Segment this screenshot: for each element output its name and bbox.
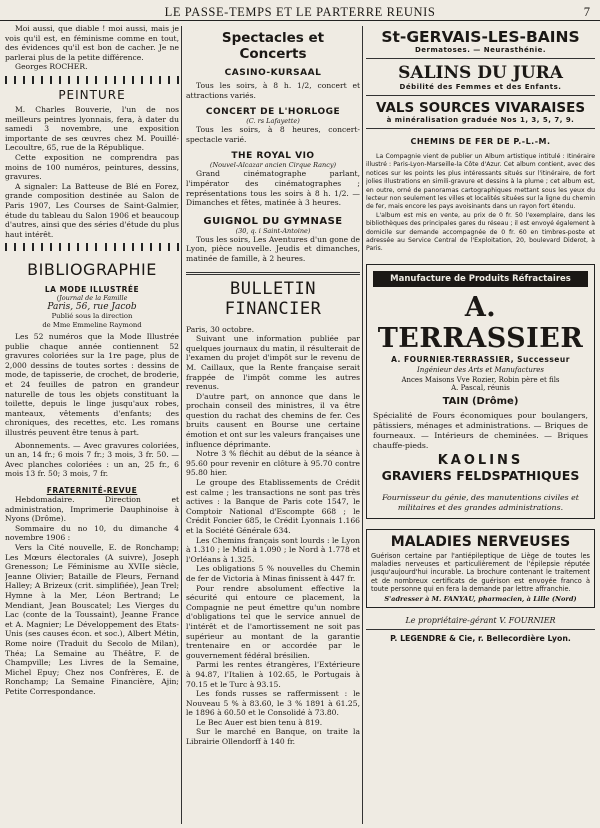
ad-text: Guérison certaine par l'antiépileptique de Liège de toutes les maladies nerveuses et particulièrement de l'épilepsie réputée jusqu'aujourd'hui incurable. La brochure contenant le traitement et de nombreux certificats de guérison est envoyée franco à toute personne qui en fera la demande par lettre affranchie. <box>371 551 590 594</box>
column-3 <box>366 24 595 828</box>
ad-text: Spécialité de Fours économiques pour boulangers, pâtissiers, ménages et administrations. — Briques de fourneaux. — Intérieurs de cheminées. — Briques chauffe-pieds. <box>373 410 588 450</box>
venue-title: GUIGNOL DU GYMNASE <box>203 215 343 227</box>
venue-text: Tous les soirs, à 8 h. 1/2, concert et attractions variés. <box>186 81 360 100</box>
article-paragraph: Pour rendre absolument effective la sécurité qui entoure ce placement, la Compagnie ne peut émettre qu'un nombre d'obligations tel que le service annuel de l'intérêt et de l'amortissement ne soit pas supérieur au montant de la garantie trentenaire en or accordée par le gouvernement fédéral brésilien. <box>186 583 360 660</box>
article-paragraph: Abonnements. — Avec gravures coloriées, un an, 14 fr.; 6 mois 7 fr.; 3 mois, 3 fr. 50. — Avec planches coloriées : un an, 25 fr., 6 mois 13 fr. 50; 3 mois, 7 fr. <box>5 440 179 479</box>
running-header <box>0 5 600 21</box>
venue-subtitle: (C. rs Lafayette) <box>246 117 300 126</box>
ornament-divider <box>5 75 179 85</box>
section-title-bibliographie: BIBLIOGRAPHIE <box>27 260 157 280</box>
article-paragraph: Moi aussi, que diable ! moi aussi, mais je vois qu'il est, en féminisme comme en tout, des évidences qu'il est bon de cacher. Je ne parlerai plus de la petite différence. <box>5 24 179 62</box>
maladies-ad <box>366 529 595 608</box>
ad-title: SALINS DU JURA <box>398 63 563 83</box>
venue-text: Grand cinématographe parlant, l'impérator des cinématographes ; représentations tous les soirs à 8 h. 1/2. — Dimanches et fêtes, matinée à 3 heures. <box>186 169 360 208</box>
ad-subtitle: Dermatoses. — Neurasthénie. <box>414 46 547 54</box>
page-number: 7 <box>583 5 590 19</box>
article-paragraph: Cette exposition ne comprendra pas moins de 100 numéros, peintures, dessins, gravures. <box>5 152 179 182</box>
article-paragraph: La Compagnie vient de publier un Album artistique intitulé : Itinéraire illustré : Paris-Lyon-Marseille-la Côte d'Azur. Cet album contient, avec des notices sur les points les plus intéressants situés sur l'itinéraire, de fort jolies illustrations en simili-gravure et dessins à la plume ; cet album est, en outre, orné de panoramas cartographiques mettant sous les yeux du lecteur non seulement les villes et localités situées sur la ligne du chemin de fer, mais encore les pays avoisinants dans un rayon fort étendu. <box>366 153 595 211</box>
article-paragraph: Vers la Cité nouvelle, E. de Ronchamp; Les Mœurs électorales (A suivre), Joseph Grenesson; Le Féminisme au XVIIe siècle, Jeanne Olivier; Bataille de Fleurs, Fernand Halley; A Brizeux (crit. simplifiée), Jean Trel; Hymne à la Mer, Léon Bertrand; Le Mendiant, Jean Bouscatel; Les Vierges du Lac (conte de la Toussaint), Jeanne France et A. Magnier; Le Développement des Etats-Unis (ses causes écon. et soc.), Albert Métin, Rome noire (Traduit du Secolo de Milan), Théa; La Semaine au Théâtre, F. de Champville; Les Livres de la Semaine, Michel Epuy; Chez nos Confrères, E. de Ronchamp; La Semaine Financière, Ajin; Petite Correspondance. <box>5 542 179 696</box>
author-signature: Georges ROCHER. <box>15 62 88 72</box>
ad-title: GRAVIERS FELDSPATHIQUES <box>381 467 580 483</box>
article-paragraph: Sur le marché en Banque, on traite la Librairie Ollendorff à 140 fr. <box>186 727 360 747</box>
ad-line: A. Pascal, réunis <box>451 383 510 392</box>
article-paragraph: Hebdomadaire. Direction et administration, Imprimerie Dauphinoise à Nyons (Drôme). <box>5 495 179 524</box>
ad-town: TAIN (Drôme) <box>442 395 519 407</box>
ad-engineer: Ingénieur des Arts et Manufactures <box>417 365 544 374</box>
venue-subtitle: (Nouvel-Alcazar ancien Cirque Rancy) <box>209 161 337 170</box>
ornament-divider <box>5 242 179 252</box>
article-paragraph: Parmi les rentes étrangères, l'Extérieure à 94.87, l'Italien à 102.65, le Portugais à 70.15 et le Turc à 93.15. <box>186 660 360 689</box>
ad-successor: A. FOURNIER-TERRASSIER, Successeur <box>391 354 570 364</box>
venue-text: Tous les soirs, à 8 heures, concert-spectacle varié. <box>186 125 360 144</box>
divider <box>366 95 595 96</box>
ad-address: S'adresser à M. FANYAU, pharmacien, à Lille (Nord) <box>384 595 577 604</box>
article-paragraph: Les 52 numéros que la Mode Illustrée publie chaque année contiennent 52 gravures coloriées sur la 1re page, plus de 2,000 dessins de toutes sortes : dessins de mode, de tapisserie, de crochet, de broderie, et 24 feuilles de patron en grandeur naturelle de tous les objets constituant la toilette, depuis le linge jusqu'aux robes, manteaux, vêtements d'enfants; des chroniques, des recettes, etc. Les romans illustrés peuvent être tenus à part. <box>5 332 179 438</box>
article-paragraph: Notre 3 % fléchit au début de la séance à 95.60 pour revenir en clôture à 95.70 contre 95.80 hier. <box>186 449 360 478</box>
venue-text: Tous les soirs, Les Aventures d'un gone de Lyon, pièce nouvelle. Jeudis et dimanches, matinée de famille, à 2 heures. <box>186 234 360 263</box>
revue-title: FRATERNITÉ-REVUE <box>46 486 138 495</box>
plm-title: CHEMINS DE FER DE P.-L.-M. <box>410 137 551 146</box>
journal-address: Paris, 56, rue Jacob <box>47 302 137 313</box>
ad-title: St-GERVAIS-LES-BAINS <box>381 28 580 46</box>
ad-subtitle: à minéralisation graduée Nos 1, 3, 5, 7, 9. <box>386 116 575 124</box>
ad-subtitle: Débilité des Femmes et des Enfants. <box>399 83 562 91</box>
venue-subtitle: (30, q. i Saint-Antoine) <box>235 226 311 235</box>
article-paragraph: Suivant une information publiée par quelques journaux du matin, il résulterait de l'examen du projet d'impôt sur le revenu de M. Caillaux, que la Rente française serait frappée de l'impôt comme les autres revenus. <box>186 334 360 392</box>
section-title-bulletin: BULLETIN FINANCIER <box>224 278 322 319</box>
divider <box>366 629 595 630</box>
article-paragraph: Le Bec Auer est bien tenu à 819. <box>196 717 323 727</box>
article-paragraph: Les obligations 5 % nouvelles du Chemin de fer de Victoria à Minas finissent à 447 fr. <box>186 564 360 583</box>
article-paragraph: Sommaire du no 10, du dimanche 4 novembre 1906 : <box>5 523 179 543</box>
column-2 <box>186 24 360 828</box>
ad-title: MALADIES NERVEUSES <box>390 533 571 550</box>
ad-text: Fournisseur du génie, des manutentions civiles et militaires et des grandes administrations. <box>382 492 579 512</box>
divider <box>366 58 595 59</box>
section-title-spectacles: Spectacles et Concerts <box>221 30 325 62</box>
article-paragraph: Les Chemins français sont lourds : le Lyon à 1.310 ; le Midi à 1.090 ; le Nord à 1.778 et l'Orléans à 1.325. <box>186 535 360 564</box>
journal-subtitle: (Journal de la Famille <box>56 294 128 303</box>
column-1 <box>5 24 179 828</box>
ad-title: KAOLINS <box>437 452 524 468</box>
article-paragraph: D'autre part, on annonce que dans le prochain conseil des ministres, il va être question du rachat des chemins de fer. Ces bruits causent en Bourse une certaine émotion et ont sur les valeurs françaises une influence déprimante. <box>186 391 360 449</box>
editor-line: Le propriétaire-gérant V. FOURNIER <box>405 616 556 626</box>
journal-publisher: Publié sous la direction <box>51 312 133 321</box>
ad-line: Ances Maisons Vve Rozier, Robin père et fils <box>401 375 560 384</box>
article-paragraph: Le groupe des Etablissements de Crédit est calme ; les transactions ne sont pas très actives : la Banque de Paris cote 1547, le Comptoir National d'Escompte 668 ; le Crédit Foncier 685, le Crédit Lyonnais 1.166 et la Société Générale 634. <box>186 478 360 535</box>
section-title-peinture: PEINTURE <box>58 87 126 102</box>
article-paragraph: A signaler: La Batteuse de Blé en Forez, grande composition destinée au Salon de Paris 1907, Les Courses de Saint-Galmier, étude du tableau du Salon 1906 et beaucoup d'autres, ainsi que des séries d'étude du plus haut intérêt. <box>5 181 179 239</box>
article-paragraph: L'album est mis en vente, au prix de 0 fr. 50 l'exemplaire, dans les bibliothèques des principales gares du réseau ; il est envoyé également à domicile sur demande accompagnée de 0 fr. 60 en timbres-poste et adressée au Service Central de l'Exploitation, 20, boulevard Diderot, à Paris. <box>366 211 595 253</box>
ad-banner: Manufacture de Produits Réfractaires <box>373 271 588 287</box>
ad-title: VALS SOURCES VIVARAISES <box>375 100 586 116</box>
article-paragraph: M. Charles Bouverie, l'un de nos meilleurs peintres lyonnais, fera, à dater du samedi 3 novembre, une exposition importante de ses œuvres chez M. Pouillé-Lecoultre, 65, rue de la République. <box>5 104 179 153</box>
ad-title: A. TERRASSIER <box>377 291 584 354</box>
newspaper-title: LE PASSE-TEMPS ET LE PARTERRE REUNIS <box>164 5 436 19</box>
column-rule <box>362 26 363 824</box>
venue-title: CASINO-KURSAAL <box>224 68 322 78</box>
divider <box>366 128 595 129</box>
venue-title: THE ROYAL VIO <box>231 151 315 162</box>
section-divider <box>186 272 360 275</box>
printer-line: P. LEGENDRE & Cie, r. Bellecordière Lyon. <box>390 634 571 644</box>
journal-title: LA MODE ILLUSTRÉE <box>44 285 140 295</box>
journal-publisher: de Mme Emmeline Raymond <box>42 320 142 329</box>
article-paragraph: Les fonds russes se raffermissent : le Nouveau 5 % à 83.60, le 3 % 1891 à 61.25, le 1896 à 60.50 et le Consolidé à 73.80. <box>186 689 360 718</box>
terrassier-ad <box>366 264 595 519</box>
column-rule <box>181 26 182 824</box>
bulletin-date: Paris, 30 octobre. <box>186 324 255 334</box>
venue-title: CONCERT DE L'HORLOGE <box>205 107 341 118</box>
